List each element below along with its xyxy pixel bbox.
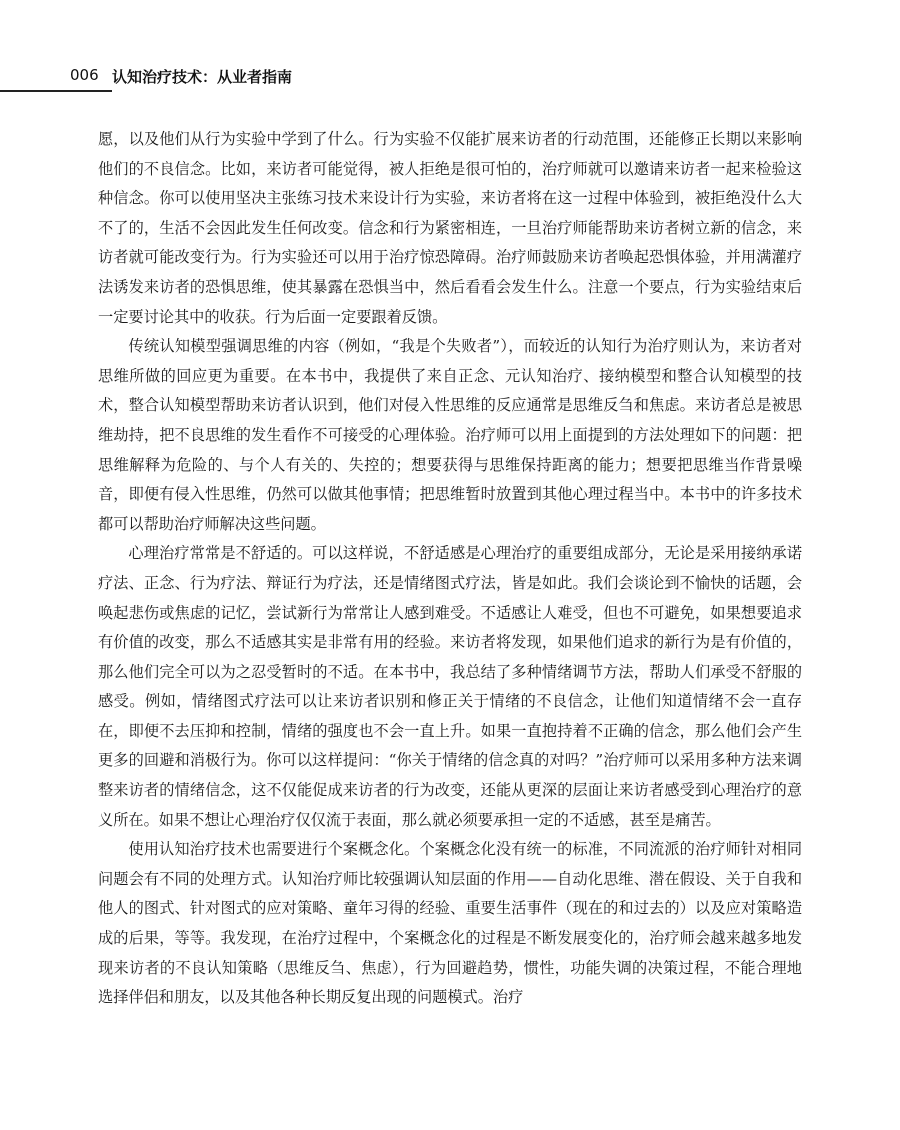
running-title: 认知治疗技术：从业者指南 [112,68,293,86]
body-text [98,125,802,1013]
running-header [0,62,900,90]
header-rule [0,90,112,92]
paragraph: 传统认知模型强调思维的内容（例如，“我是个失败者”），而较近的认知行为治疗则认为，来访者对思维所做的回应更为重要。在本书中，我提供了来自正念、元认知治疗、接纳模型和整合认知模型的技术，整合认知模型帮助来访者认识到，他们对侵入性思维的反应通常是思维反刍和焦虑。来访者总是被思维劫持，把不良思维的发生看作不可接受的心理体验。治疗师可以用上面提到的方法处理如下的问题：把思维解释为危险的、与个人有关的、失控的；想要获得与思维保持距离的能力；想要把思维当作背景噪音，即便有侵入性思维，仍然可以做其他事情；把思维暂时放置到其他心理过程当中。本书中的许多技术都可以帮助治疗师解决这些问题。 [98,337,802,533]
paragraph: 使用认知治疗技术也需要进行个案概念化。个案概念化没有统一的标准，不同流派的治疗师针对相同问题会有不同的处理方式。认知治疗师比较强调认知层面的作用——自动化思维、潜在假设、关于自我和他人的图式、针对图式的应对策略、童年习得的经验、重要生活事件（现在的和过去的）以及应对策略造成的后果，等等。我发现，在治疗过程中，个案概念化的过程是不断发展变化的，治疗师会越来越多地发现来访者的不良认知策略（思维反刍、焦虑），行为回避趋势，惯性，功能失调的决策过程，不能合理地选择伴侣和朋友，以及其他各种长期反复出现的问题模式。治疗 [98,840,802,1007]
paragraph-continued: 愿，以及他们从行为实验中学到了什么。行为实验不仅能扩展来访者的行动范围，还能修正长期以来影响他们的不良信念。比如，来访者可能觉得，被人拒绝是很可怕的，治疗师就可以邀请来访者一起来检验这种信念。你可以使用坚决主张练习技术来设计行为实验，来访者将在这一过程中体验到，被拒绝没什么大不了的，生活不会因此发生任何改变。信念和行为紧密相连，一旦治疗师能帮助来访者树立新的信念，来访者就可能改变行为。行为实验还可以用于治疗惊恐障碍。治疗师鼓励来访者唤起恐惧体验，并用满灌疗法诱发来访者的恐惧思维，使其暴露在恐惧当中，然后看看会发生什么。注意一个要点，行为实验结束后一定要讨论其中的收获。行为后面一定要跟着反馈。 [98,130,802,326]
paragraph: 心理治疗常常是不舒适的。可以这样说，不舒适感是心理治疗的重要组成部分，无论是采用接纳承诺疗法、正念、行为疗法、辩证行为疗法，还是情绪图式疗法，皆是如此。我们会谈论到不愉快的话题，会唤起悲伤或焦虑的记忆，尝试新行为常常让人感到难受。不适感让人难受，但也不可避免，如果想要追求有价值的改变，那么不适感其实是非常有用的经验。来访者将发现，如果他们追求的新行为是有价值的，那么他们完全可以为之忍受暂时的不适。在本书中，我总结了多种情绪调节方法，帮助人们承受不舒服的感受。例如，情绪图式疗法可以让来访者识别和修正关于情绪的不良信念，让他们知道情绪不会一直存在，即便不去压抑和控制，情绪的强度也不会一直上升。如果一直抱持着不正确的信念，那么他们会产生更多的回避和消极行为。你可以这样提问：“你关于情绪的信念真的对吗？”治疗师可以采用多种方法来调整来访者的情绪信念，这不仅能促成来访者的行为改变，还能从更深的层面让来访者感受到心理治疗的意义所在。如果不想让心理治疗仅仅流于表面，那么就必须要承担一定的不适感，甚至是痛苦。 [98,544,802,829]
page-number: 006 [70,66,99,84]
